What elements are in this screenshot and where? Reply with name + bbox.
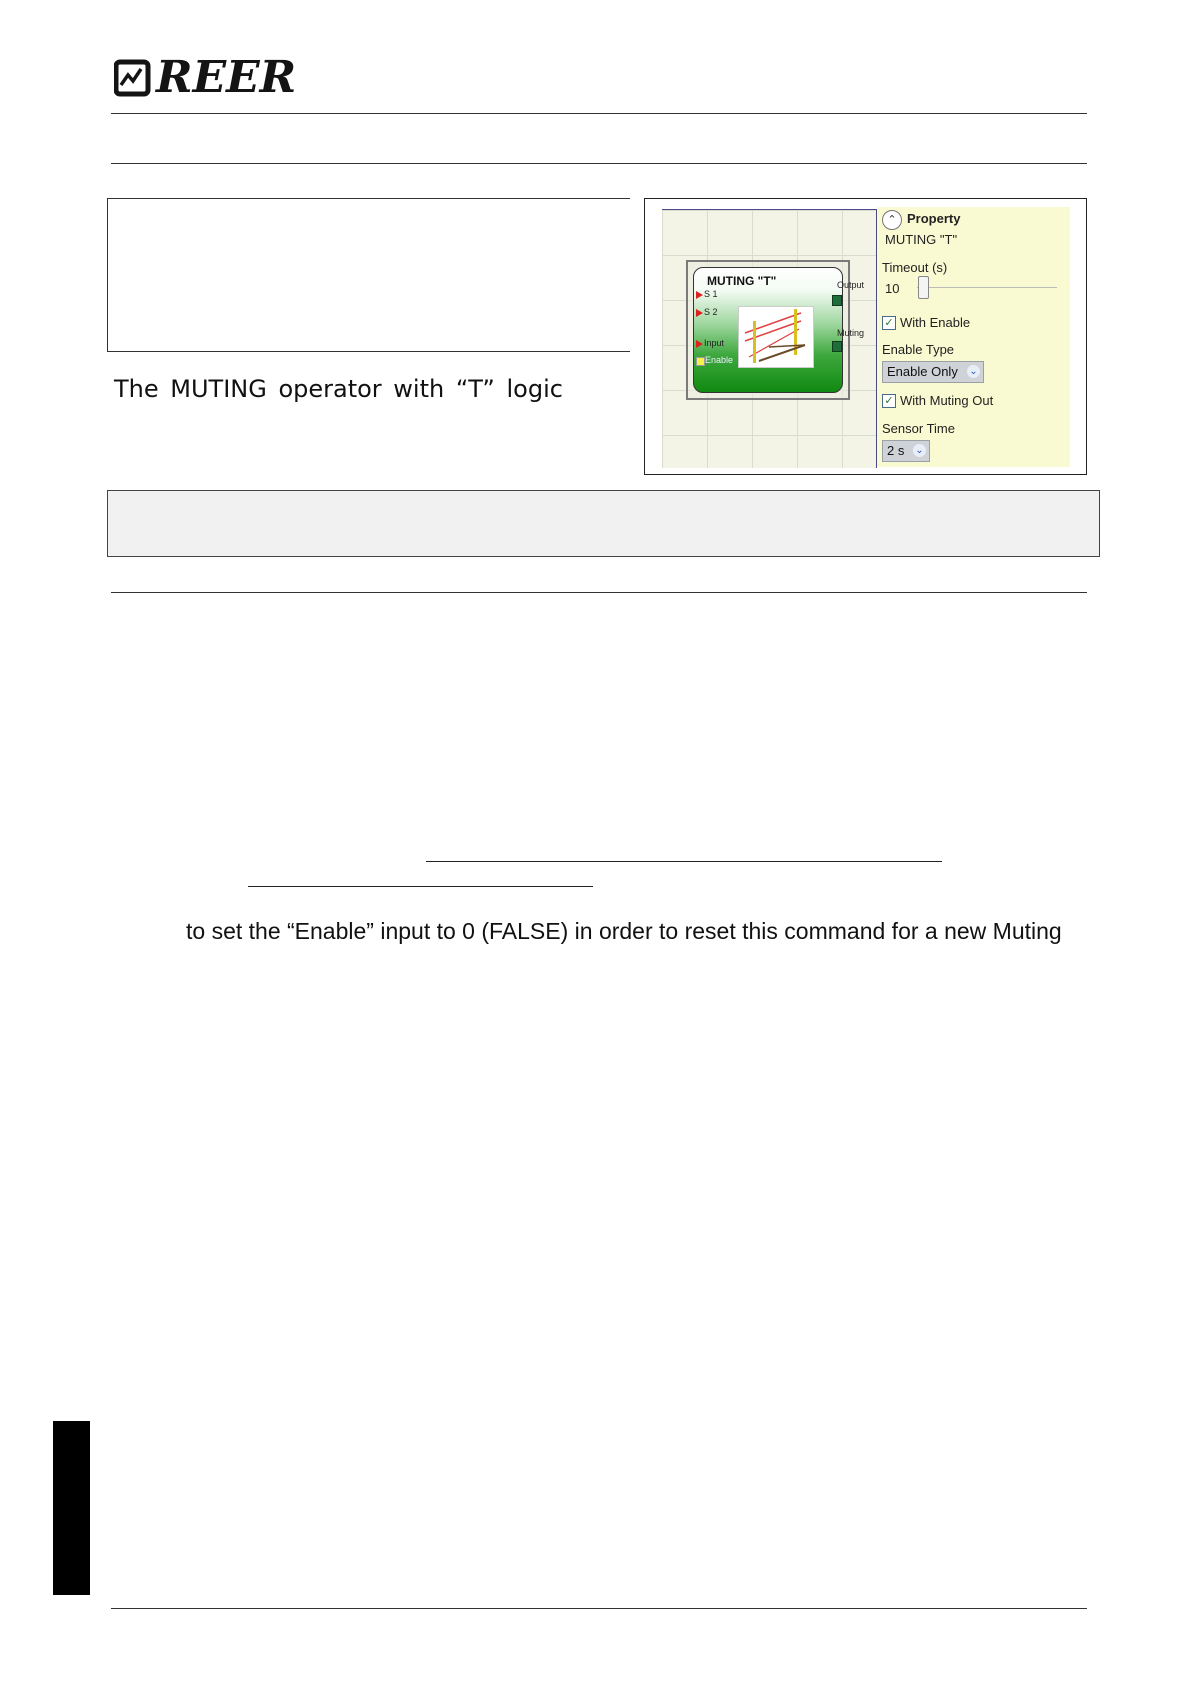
with-enable-checkbox[interactable]: ✓ (882, 316, 896, 330)
text-underline (248, 886, 593, 887)
section-rule (111, 592, 1087, 593)
pin-s1: S 1 (704, 289, 718, 299)
chevron-down-icon: ⌄ (913, 444, 926, 457)
enable-type-label: Enable Type (882, 342, 955, 357)
header-rule (111, 113, 1087, 114)
reer-logo-icon (114, 59, 152, 97)
sensor-time-select[interactable] (882, 440, 930, 462)
company-logo (114, 52, 297, 103)
timeout-slider-thumb[interactable] (918, 276, 929, 299)
input-arrow-icon (696, 291, 703, 299)
pin-enable: Enable (705, 355, 734, 365)
pin-input: Input (704, 338, 725, 348)
muting-barrier-picture (738, 306, 814, 368)
description-box (107, 198, 630, 352)
enable-pin-icon (696, 357, 705, 366)
footer-rule (111, 1608, 1087, 1609)
chevron-down-icon: ⌄ (967, 365, 980, 378)
pin-output: Output (837, 280, 865, 290)
enable-type-value: Enable Only (887, 364, 958, 379)
design-canvas (662, 209, 877, 468)
timeout-label: Timeout (s) (882, 260, 948, 275)
property-block-name: MUTING "T" (885, 232, 958, 247)
software-screenshot (644, 198, 1087, 475)
with-enable-label: With Enable (900, 315, 971, 330)
text-underline (426, 861, 942, 862)
input-arrow-icon (696, 340, 703, 348)
body-text-line: to set the “Enable” input to 0 (FALSE) in order to reset this command for a new Muting (186, 918, 1062, 944)
enable-type-select[interactable] (882, 361, 984, 383)
pin-muting: Muting (837, 328, 865, 338)
timeout-value: 10 (885, 281, 900, 296)
sensor-time-value: 2 s (887, 443, 905, 458)
output-pin-icon (832, 295, 842, 306)
section-rule (111, 163, 1087, 164)
property-header: Property (907, 211, 961, 226)
with-muting-out-checkbox[interactable]: ✓ (882, 394, 896, 408)
block-title: MUTING "T" (707, 274, 777, 288)
note-box (107, 490, 1100, 557)
timeout-slider-track[interactable] (917, 287, 1057, 288)
input-arrow-icon (696, 309, 703, 317)
muting-t-block[interactable] (693, 267, 843, 393)
sensor-time-label: Sensor Time (882, 421, 955, 436)
muting-pin-icon (832, 341, 842, 352)
figure-caption: The MUTING operator with “T” logic (114, 375, 563, 403)
pin-s2: S 2 (704, 307, 718, 317)
collapse-chevron-icon[interactable]: ⌃ (882, 210, 902, 230)
function-block-selection[interactable] (686, 260, 865, 400)
language-side-tab (53, 1421, 90, 1595)
logo-text: REER (156, 52, 297, 103)
with-muting-out-label: With Muting Out (900, 393, 994, 408)
property-panel (877, 207, 1070, 467)
